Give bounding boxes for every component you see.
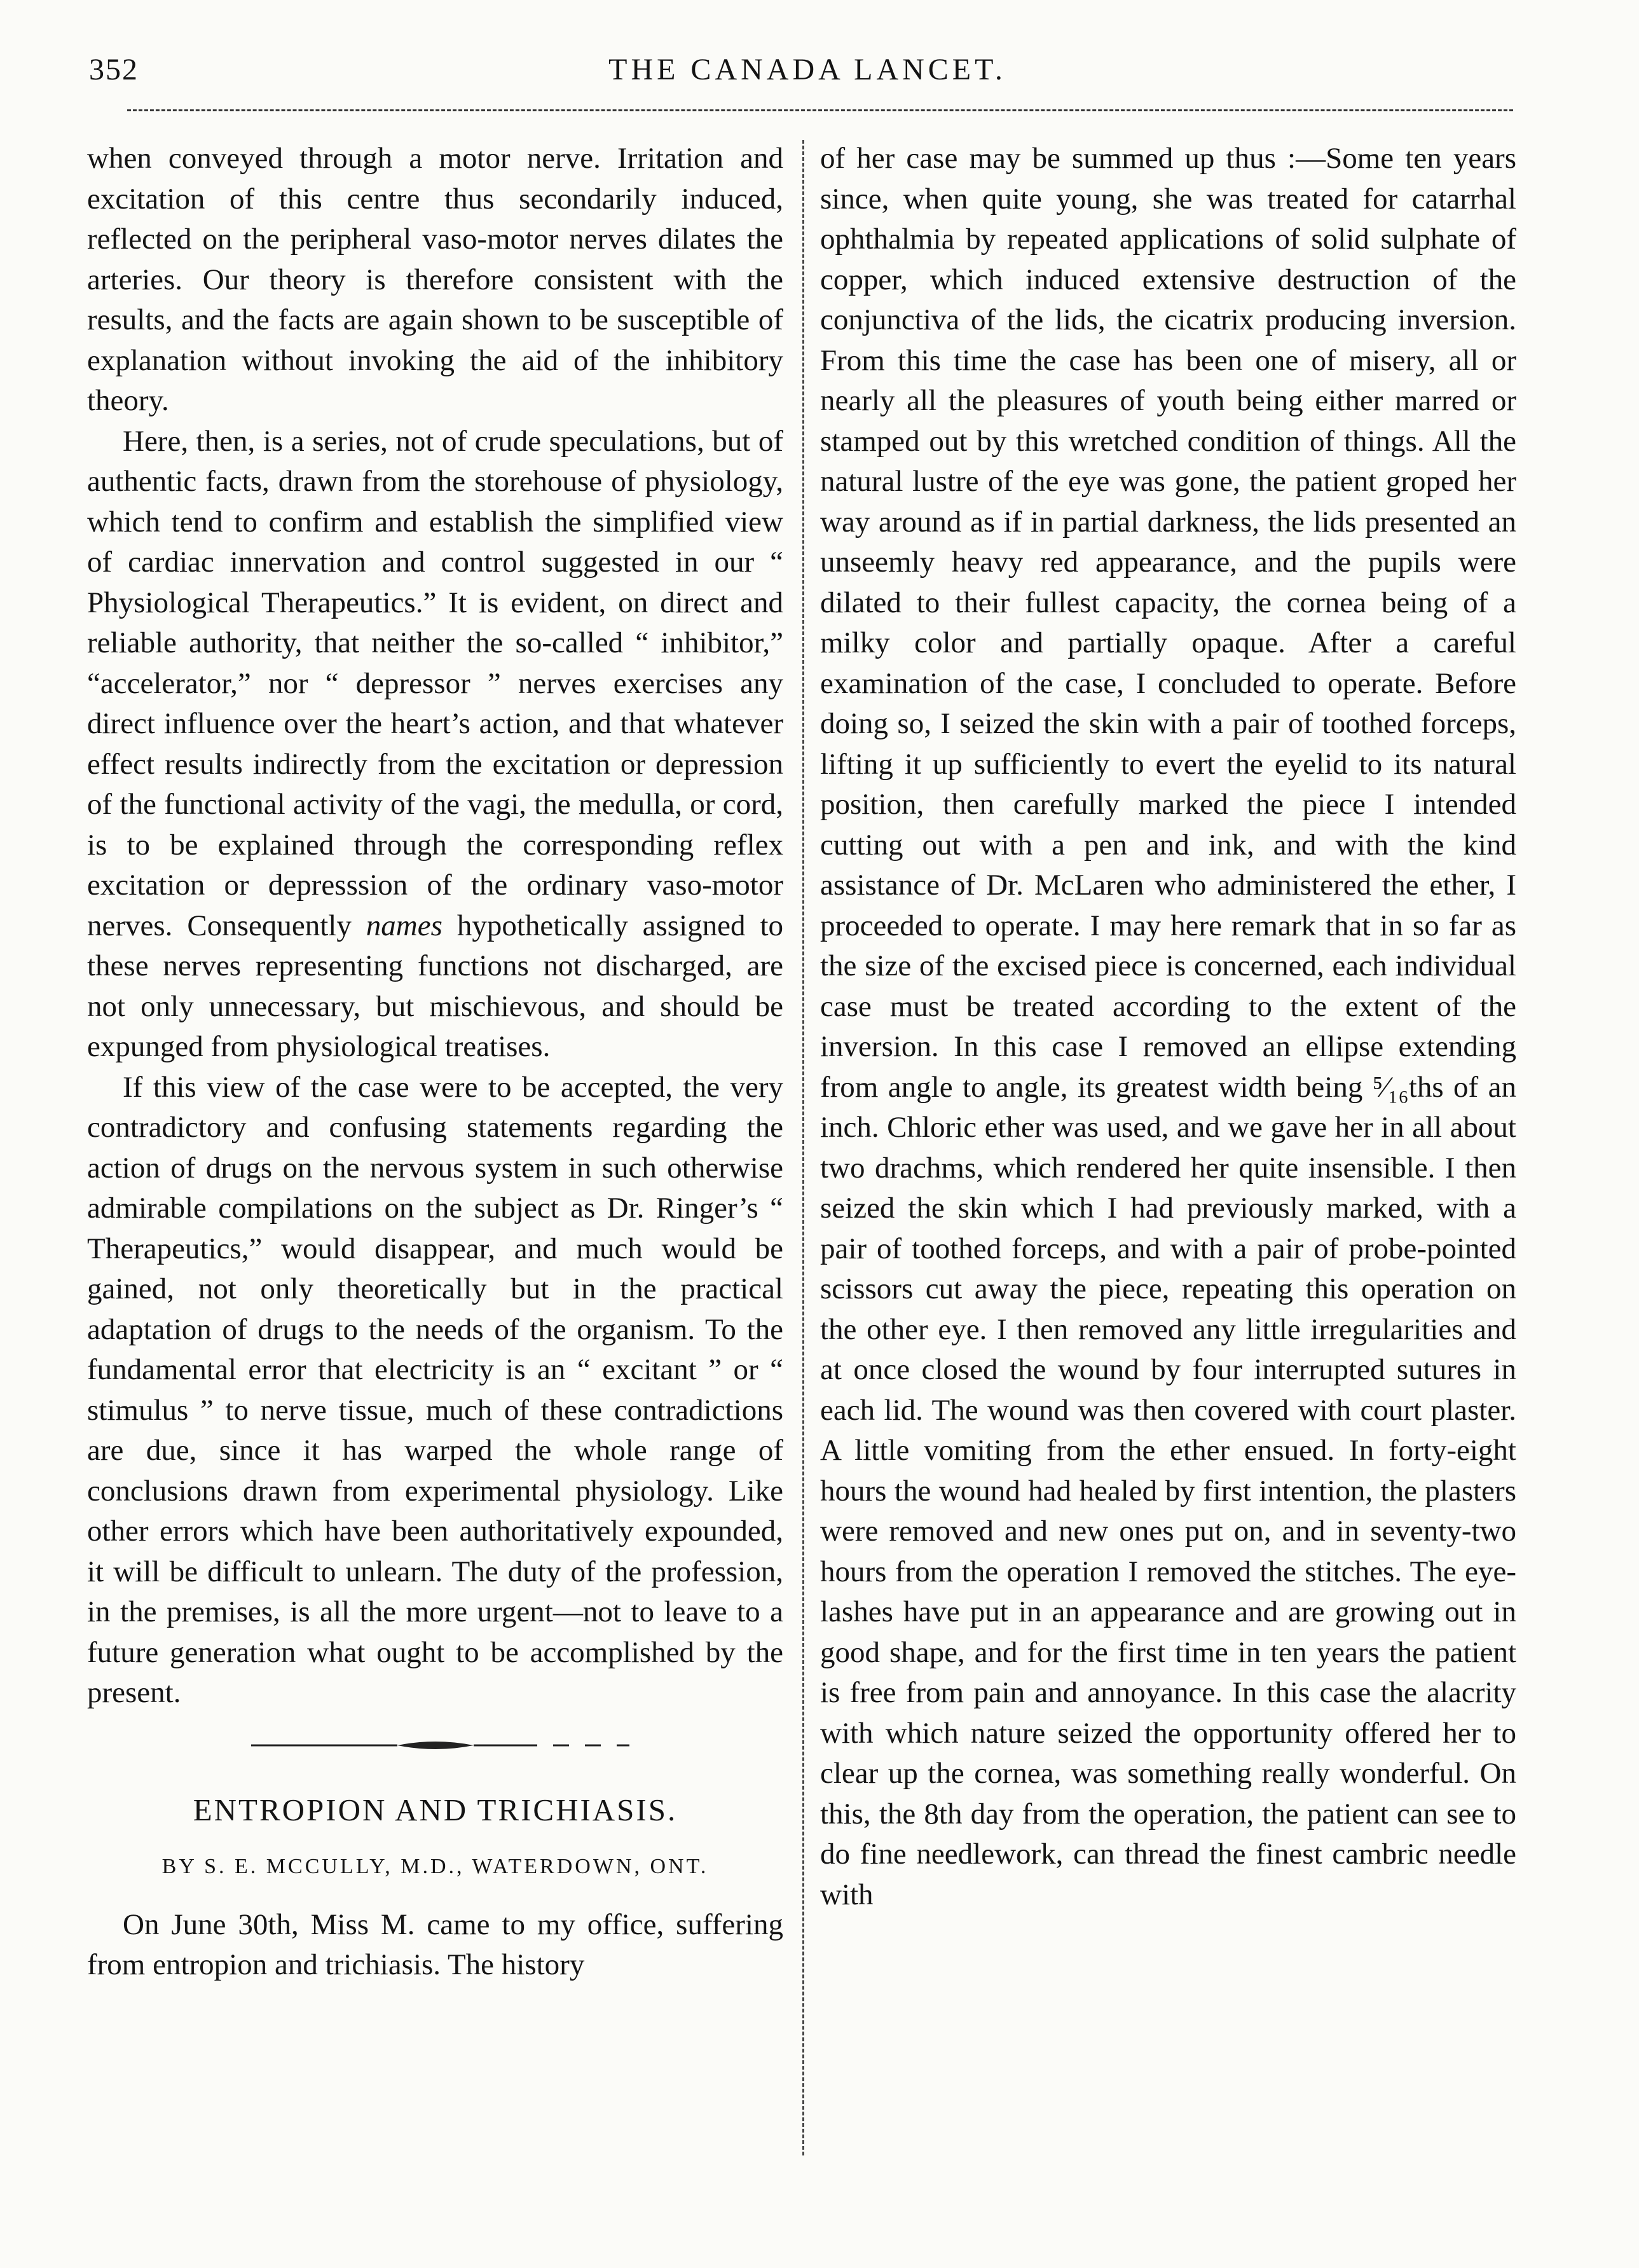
italic-word: names bbox=[366, 909, 442, 942]
section-ornament bbox=[87, 1720, 783, 1777]
column-divider bbox=[802, 140, 804, 2155]
paragraph bbox=[87, 422, 783, 1068]
paragraph: If this view of the case were to be accepted, the very contradictory and confusing statements regarding the action of drugs on the nervous system in such otherwise admirable compilations on the subject as Dr. Ringer’s “ Therapeutics,” would disappear, and much would be gained, not only theoretically but in the practical adaptation of drugs to the needs of the organism. To the fundamental error that electricity is an “ excitant ” or “ stimulus ” to nerve tissue, much of these contradictions are due, since it has warped the whole range of conclusions drawn from experimental physiology. Like other errors which have been authoritatively expounded, it will be difficult to unlearn. The duty of the profession, in the premises, is all the more urgent—not to leave to a future generation what ought to be accomplished by the present. bbox=[87, 1070, 783, 1709]
left-column bbox=[87, 139, 783, 1986]
article-byline: BY S. E. MCCULLY, M.D., WATERDOWN, ONT. bbox=[161, 1855, 709, 1878]
paragraph: On June 30th, Miss M. came to my office, suffering from entropion and trichiasis. The history bbox=[87, 1907, 783, 1981]
paragraph: when conveyed through a motor nerve. Irritation and excitation of this centre thus secondarily induced, reflected on the peripheral vaso-motor nerves dilates the arteries. Our theory is therefore consistent with the results, and the facts are again shown to be susceptible of explanation without invoking the aid of the inhibitory theory. bbox=[87, 142, 783, 417]
header-rule bbox=[127, 109, 1513, 111]
article-title: ENTROPION AND TRICHIASIS. bbox=[193, 1792, 678, 1827]
paragraph-text: hypothetically assigned to these nerves representing functions not discharged, are not only unnecessary, but mischievous, and should be expunged from physiological treatises. bbox=[87, 909, 784, 1063]
page-number: 352 bbox=[89, 53, 139, 86]
page-header bbox=[89, 52, 1526, 103]
journal-title: THE CANADA LANCET. bbox=[608, 53, 1006, 86]
paragraph-text: Here, then, is a series, not of crude speculations, but of authentic facts, drawn from the storehouse of physiology, which tend to confirm and establish the simplified view of cardiac innervation and control suggested in our “ Physiological Therapeutics.” It is evident, on direct and reliable authority, that neither the so-called “ inhibitor,” “accelerator,” nor “ depressor ” nerves exercises any direct influence over the heart’s action, and that whatever effect results indirectly from the excitation or depression of the functional activity of the vagi, the medulla, or cord, is to be explained through the corresponding reflex excitation or depresssion of the ordinary vaso-motor nerves. Consequently bbox=[87, 424, 783, 942]
paragraph: of her case may be summed up thus :—Some ten years since, when quite young, she was treated for catarrhal ophthalmia by repeated applications of solid sulphate of copper, which induced extensive destruction of the conjunctiva of the lids, the cicatrix producing inversion. From this time the case has been one of misery, all or nearly all the pleasures of youth being either marred or stamped out by this wretched condition of things. All the natural lustre of the eye was gone, the patient groped her way around as if in partial darkness, the lids presented an unseemly heavy red appearance, and the pupils were dilated to their fullest capacity, the cornea being of a milky color and partially opaque. After a careful examination of the case, I concluded to operate. Before doing so, I seized the skin with a pair of toothed forceps, lifting it up sufficiently to evert the eyelid to its natural position, then carefully marked the piece I intended cutting out with a pen and ink, and with the kind assistance of Dr. McLaren who administered the ether, I proceeded to operate. I may here remark that in so far as the size of the excised piece is concerned, each individual case must be treated according to the extent of the inversion. In this case I removed an ellipse extending from angle to angle, its greatest width being ⁵⁄₁₆ths of an inch. Chloric ether was used, and we gave her in all about two drachms, which rendered her quite insensible. I then seized the skin which I had previously marked, with a pair of toothed forceps, and with a pair of probe-pointed scissors cut away the piece, repeating this operation on the other eye. I then removed any little irregularities and at once closed the wound by four interrupted sutures in each lid. The wound was then covered with court plaster. A little vomiting from the ether ensued. In forty-eight hours the wound had healed by first intention, the plasters were removed and new ones put on, and in seventy-two hours from the operation I removed the stitches. The eye-lashes have put in an appearance and are growing out in good shape, and for the first time in ten years the patient is free from pain and annoyance. In this case the alacrity with which nature seized the opportunity offered her to clear up the cornea, was something really wonderful. On this, the 8th day from the operation, the patient can see to do fine needlework, can thread the finest cambric needle with bbox=[820, 142, 1516, 1911]
right-column bbox=[820, 139, 1516, 1915]
ornament-rule-icon bbox=[238, 1739, 633, 1752]
